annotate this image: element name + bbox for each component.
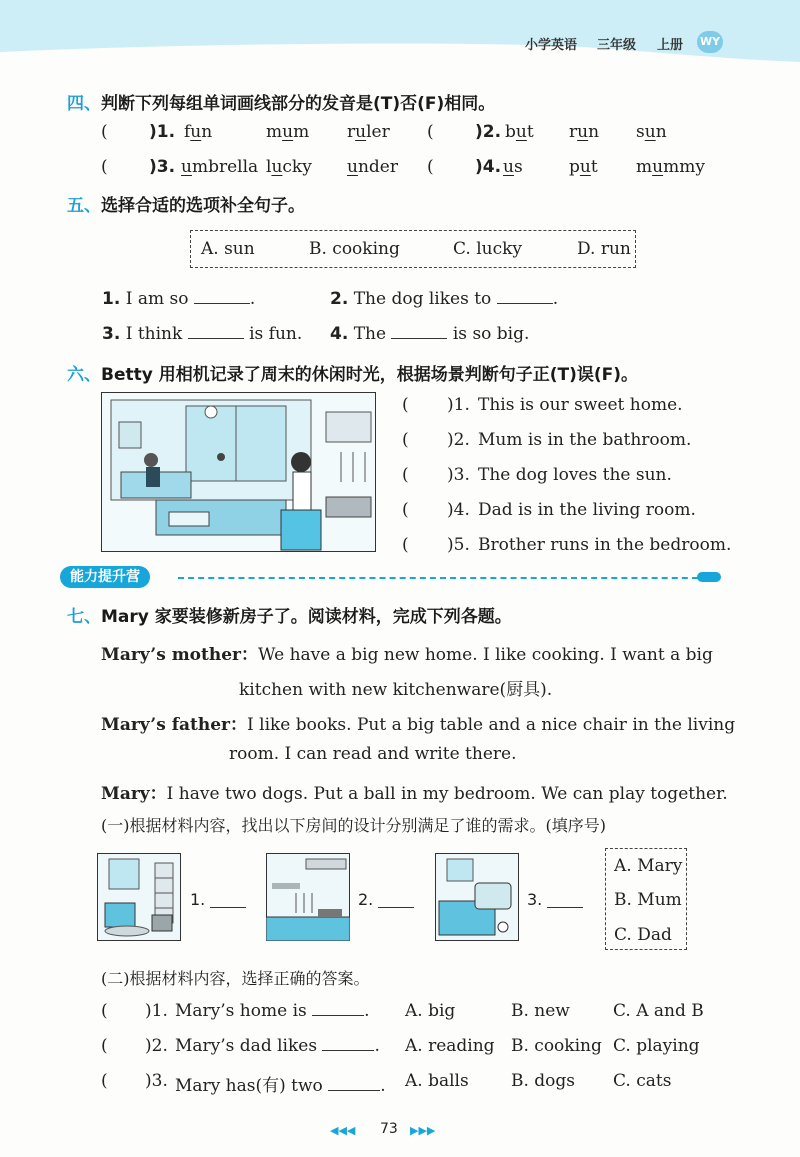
sec5-q1: 1. I am so . — [102, 289, 256, 309]
answer-blank[interactable] — [322, 1037, 374, 1051]
phonics-word — [569, 157, 598, 177]
statement-text: Dad is in the living room. — [478, 500, 696, 520]
word-suffix: s — [513, 157, 523, 177]
word-suffix: nder — [357, 157, 398, 177]
word-prefix: m — [266, 122, 283, 142]
word-suffix: m — [293, 122, 310, 142]
word-suffix: mbrella — [191, 157, 259, 177]
tag-end-icon — [697, 572, 721, 582]
word-suffix: n — [588, 122, 600, 142]
phonics-word — [347, 122, 390, 142]
word-prefix: f — [184, 122, 191, 142]
room-label-2: 2. — [358, 890, 374, 909]
page-number: 73 — [380, 1121, 398, 1137]
section-4-heading — [67, 89, 495, 114]
stem-end: . — [380, 1076, 386, 1096]
choice-c: C. Dad — [614, 925, 672, 945]
stem-text: Mary’s dad likes — [175, 1036, 318, 1056]
word-prefix: l — [266, 157, 272, 177]
room-answer-2[interactable] — [378, 894, 414, 908]
word-suffix: t — [590, 157, 598, 177]
answer-option: C. A and B — [613, 1001, 704, 1021]
sec5-q4: 4. The is so big. — [330, 324, 530, 344]
sec5-q2: 2. The dog likes to . — [330, 289, 559, 309]
option-a: A. sun — [201, 239, 255, 259]
word-prefix: r — [347, 122, 356, 142]
section-5-number: 五、 — [67, 196, 101, 216]
section-6-title: Betty 用相机记录了周末的休闲时光，根据场景判断句子正(T)误(F)。 — [101, 365, 639, 385]
word-prefix: p — [569, 157, 580, 177]
answer-option: A. reading — [405, 1036, 495, 1056]
underlined-letter: u — [652, 157, 664, 177]
word-suffix: n — [655, 122, 667, 142]
underlined-letter: u — [503, 157, 514, 177]
scene-illustration — [101, 392, 376, 552]
phonics-word — [505, 122, 534, 142]
item-number: )2. — [447, 430, 470, 450]
mary-line: Mary：I have two dogs. Put a ball in my bedroom. We can play together. — [101, 784, 728, 804]
section-6-heading — [67, 360, 638, 385]
answer-blank[interactable] — [194, 290, 250, 304]
word-prefix: r — [569, 122, 578, 142]
paren-box[interactable]: ( — [101, 1036, 108, 1056]
word-prefix: m — [636, 157, 653, 177]
phonics-word — [636, 157, 705, 177]
paren-box[interactable]: ( — [427, 122, 434, 142]
section-5-heading — [67, 191, 305, 216]
phonics-word — [636, 122, 667, 142]
header-badge: WY — [697, 31, 723, 53]
choice-a: A. Mary — [614, 856, 683, 876]
answer-option: A. balls — [405, 1071, 469, 1091]
answer-blank[interactable] — [312, 1002, 364, 1016]
header-subject: 小学英语 — [525, 38, 578, 53]
answer-blank[interactable] — [188, 325, 244, 339]
phonics-word — [184, 122, 212, 142]
word-suffix: t — [526, 122, 534, 142]
living-room-picture — [97, 853, 181, 941]
item-number: )4. — [447, 500, 470, 520]
part-2-title: (二)根据材料内容，选择正确的答案。 — [101, 969, 370, 988]
item-number: )1. — [145, 1001, 168, 1021]
underlined-letter: u — [347, 157, 358, 177]
word-suffix: mmy — [663, 157, 705, 177]
phonics-word — [181, 157, 258, 177]
answer-option: C. cats — [613, 1071, 672, 1091]
father-line-2: room. I can read and write there. — [229, 744, 517, 764]
underlined-letter: u — [355, 122, 367, 142]
paren-box[interactable]: ( — [101, 122, 108, 142]
word-prefix: b — [505, 122, 516, 142]
room-label-3: 3. — [527, 890, 543, 909]
section-7-title: Mary 家要装修新房子了。阅读材料，完成下列各题。 — [101, 607, 512, 627]
stem-end: . — [364, 1001, 370, 1021]
paren-box[interactable]: ( — [101, 1001, 108, 1021]
answer-blank[interactable] — [391, 325, 447, 339]
footer-right-arrows: ▶▶▶ — [410, 1124, 436, 1137]
phonics-word — [266, 122, 309, 142]
phonics-word — [569, 122, 599, 142]
item-number: )2. — [145, 1036, 168, 1056]
father-line-1: Mary’s father：I like books. Put a big table and a nice chair in the living — [101, 715, 736, 735]
phonics-word — [347, 157, 398, 177]
room-answer-3[interactable] — [547, 894, 583, 908]
answer-option: B. cooking — [511, 1036, 602, 1056]
section-4-number: 四、 — [67, 94, 101, 114]
statement-text: Brother runs in the bedroom. — [478, 535, 732, 555]
paren-box[interactable]: ( — [402, 500, 409, 520]
word-suffix: n — [201, 122, 213, 142]
question-stem — [175, 1071, 386, 1096]
item-number: )2. — [475, 122, 502, 142]
question-stem — [175, 1036, 380, 1056]
choice-b: B. Mum — [614, 890, 682, 910]
word-suffix: cky — [282, 157, 312, 177]
section-4-title: 判断下列每组单词画线部分的发音是(T)否(F)相同。 — [101, 94, 496, 114]
section-7-number: 七、 — [67, 607, 101, 627]
item-number: )4. — [475, 157, 502, 177]
phonics-word — [266, 157, 312, 177]
paren-box[interactable]: ( — [101, 1071, 108, 1091]
section-6-number: 六、 — [67, 365, 101, 385]
question-stem — [175, 1001, 370, 1021]
statement-text: This is our sweet home. — [478, 395, 683, 415]
mother-line-1: Mary’s mother：We have a big new home. I like cooking. I want a big — [101, 645, 713, 665]
option-d: D. run — [577, 239, 631, 259]
item-number: )5. — [447, 535, 470, 555]
header-volume: 上册 — [657, 38, 684, 53]
option-b: B. cooking — [309, 239, 400, 259]
item-number: )3. — [145, 1071, 168, 1091]
underlined-letter: u — [515, 122, 527, 142]
underlined-letter: u — [577, 122, 589, 142]
word-suffix: ler — [366, 122, 390, 142]
item-number: )1. — [447, 395, 470, 415]
stem-text: Mary has(有) two — [175, 1076, 323, 1096]
item-number: )1. — [149, 122, 176, 142]
ability-tag: 能力提升营 — [60, 566, 150, 588]
answer-blank[interactable] — [328, 1077, 380, 1091]
underlined-letter: u — [271, 157, 283, 177]
answer-blank[interactable] — [497, 290, 553, 304]
paren-box[interactable]: ( — [402, 430, 409, 450]
underlined-letter: u — [282, 122, 294, 142]
stem-end: . — [374, 1036, 380, 1056]
mother-line-2: kitchen with new kitchenware(厨具). — [239, 680, 553, 700]
answer-option: B. new — [511, 1001, 570, 1021]
room-label-1: 1. — [190, 890, 206, 909]
section-7-heading — [67, 602, 512, 627]
paren-box[interactable]: ( — [101, 157, 108, 177]
room-answer-1[interactable] — [210, 894, 246, 908]
phonics-word — [503, 157, 523, 177]
tag-divider — [178, 577, 708, 579]
paren-box[interactable]: ( — [402, 465, 409, 485]
underlined-letter: u — [644, 122, 656, 142]
options-box — [190, 230, 636, 268]
stem-text: Mary’s home is — [175, 1001, 307, 1021]
answer-option: A. big — [405, 1001, 456, 1021]
underlined-letter: u — [190, 122, 202, 142]
section-5-title: 选择合适的选项补全句子。 — [101, 196, 305, 216]
underlined-letter: u — [579, 157, 591, 177]
statement-text: Mum is in the bathroom. — [478, 430, 692, 450]
bedroom-picture — [435, 853, 519, 941]
choice-box — [605, 848, 687, 950]
footer-left-arrows: ◀◀◀ — [330, 1124, 356, 1137]
sec5-q3: 3. I think is fun. — [102, 324, 303, 344]
kitchen-picture — [266, 853, 350, 941]
paren-box[interactable]: ( — [402, 395, 409, 415]
part-1-title: (一)根据材料内容，找出以下房间的设计分别满足了谁的需求。(填序号) — [101, 816, 606, 835]
header-grade: 三年级 — [597, 38, 637, 53]
underlined-letter: u — [181, 157, 192, 177]
answer-option: C. playing — [613, 1036, 700, 1056]
answer-option: B. dogs — [511, 1071, 576, 1091]
item-number: )3. — [149, 157, 176, 177]
statement-text: The dog loves the sun. — [478, 465, 672, 485]
item-number: )3. — [447, 465, 470, 485]
option-c: C. lucky — [453, 239, 523, 259]
word-prefix: s — [636, 122, 645, 142]
paren-box[interactable]: ( — [427, 157, 434, 177]
paren-box[interactable]: ( — [402, 535, 409, 555]
